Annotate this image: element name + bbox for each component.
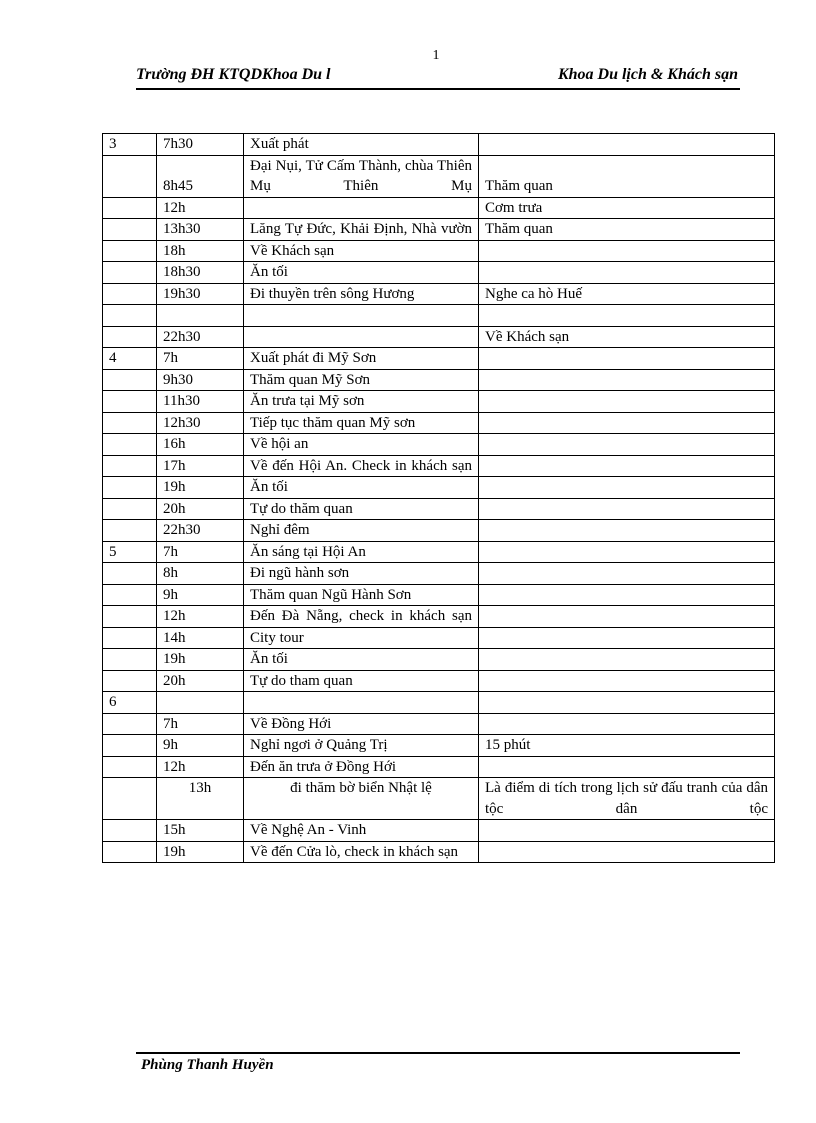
table-row bbox=[103, 649, 775, 671]
page-header bbox=[136, 66, 740, 90]
time-cell: 19h bbox=[157, 477, 244, 499]
table-row bbox=[103, 756, 775, 778]
table-row bbox=[103, 692, 775, 714]
note-cell: Thăm quan bbox=[479, 219, 775, 241]
day-cell: 4 bbox=[103, 348, 157, 370]
table-row bbox=[103, 326, 775, 348]
activity-cell: Đến ăn trưa ở Đồng Hới bbox=[244, 756, 479, 778]
table-row bbox=[103, 735, 775, 757]
note-cell bbox=[479, 477, 775, 499]
table-row bbox=[103, 219, 775, 241]
time-cell: 12h30 bbox=[157, 412, 244, 434]
table-row bbox=[103, 477, 775, 499]
activity-cell: Đi ngũ hành sơn bbox=[244, 563, 479, 585]
day-cell bbox=[103, 434, 157, 456]
table-row bbox=[103, 348, 775, 370]
day-cell bbox=[103, 197, 157, 219]
day-cell bbox=[103, 455, 157, 477]
activity-cell: Tiếp tục thăm quan Mỹ sơn bbox=[244, 412, 479, 434]
activity-cell: Về Khách sạn bbox=[244, 240, 479, 262]
table-row bbox=[103, 606, 775, 628]
note-cell bbox=[479, 455, 775, 477]
time-cell: 14h bbox=[157, 627, 244, 649]
day-cell bbox=[103, 477, 157, 499]
activity-cell: Về đến Cửa lò, check in khách sạn bbox=[244, 841, 479, 863]
table-row bbox=[103, 541, 775, 563]
page-number: 1 bbox=[432, 48, 440, 63]
header-left: Trường ĐH KTQDKhoa Du l bbox=[136, 66, 331, 83]
note-cell bbox=[479, 348, 775, 370]
time-cell bbox=[157, 305, 244, 327]
note-cell bbox=[479, 369, 775, 391]
table-row bbox=[103, 498, 775, 520]
activity-cell: Nghỉ đêm bbox=[244, 520, 479, 542]
time-cell: 12h bbox=[157, 197, 244, 219]
header-right: Khoa Du lịch & Khách sạn bbox=[557, 66, 738, 83]
note-cell: Nghe ca hò Huế bbox=[479, 283, 775, 305]
time-cell: 12h bbox=[157, 756, 244, 778]
note-cell: Về Khách sạn bbox=[479, 326, 775, 348]
note-cell bbox=[479, 627, 775, 649]
time-cell: 9h bbox=[157, 735, 244, 757]
activity-cell: Ăn tối bbox=[244, 649, 479, 671]
day-cell bbox=[103, 756, 157, 778]
time-cell: 13h bbox=[157, 778, 244, 820]
activity-cell: Về Nghệ An - Vinh bbox=[244, 820, 479, 842]
table-row bbox=[103, 584, 775, 606]
time-cell: 22h30 bbox=[157, 520, 244, 542]
day-cell bbox=[103, 713, 157, 735]
day-cell bbox=[103, 670, 157, 692]
table-row bbox=[103, 455, 775, 477]
activity-cell: Về Đồng Hới bbox=[244, 713, 479, 735]
table-row bbox=[103, 262, 775, 284]
note-cell: Là điểm di tích trong lịch sử đấu tranh của dân tộc dân tộc bbox=[479, 778, 775, 820]
day-cell bbox=[103, 778, 157, 820]
activity-cell: Tự do thăm quan bbox=[244, 498, 479, 520]
time-cell: 17h bbox=[157, 455, 244, 477]
table-row bbox=[103, 713, 775, 735]
time-cell: 22h30 bbox=[157, 326, 244, 348]
note-cell bbox=[479, 498, 775, 520]
activity-cell: Ăn sáng tại Hội An bbox=[244, 541, 479, 563]
table-row bbox=[103, 197, 775, 219]
time-cell: 7h bbox=[157, 541, 244, 563]
activity-cell: đi thăm bờ biển Nhật lệ bbox=[244, 778, 479, 820]
time-cell: 8h bbox=[157, 563, 244, 585]
table-row bbox=[103, 283, 775, 305]
note-cell bbox=[479, 563, 775, 585]
activity-cell: Nghỉ ngơi ở Quảng Trị bbox=[244, 735, 479, 757]
note-cell bbox=[479, 240, 775, 262]
note-cell bbox=[479, 756, 775, 778]
day-cell bbox=[103, 820, 157, 842]
day-cell bbox=[103, 391, 157, 413]
time-cell: 13h30 bbox=[157, 219, 244, 241]
note-cell bbox=[479, 134, 775, 156]
note-cell bbox=[479, 520, 775, 542]
time-cell: 18h bbox=[157, 240, 244, 262]
day-cell bbox=[103, 369, 157, 391]
table-row bbox=[103, 563, 775, 585]
note-cell: Thăm quan bbox=[479, 155, 775, 197]
activity-cell: Lăng Tự Đức, Khải Định, Nhà vườn bbox=[244, 219, 479, 241]
activity-cell: Về đến Hội An. Check in khách sạn bbox=[244, 455, 479, 477]
day-cell: 6 bbox=[103, 692, 157, 714]
table-row bbox=[103, 305, 775, 327]
footer-author: Phùng Thanh Huyền bbox=[141, 1057, 274, 1073]
note-cell bbox=[479, 649, 775, 671]
activity-cell bbox=[244, 692, 479, 714]
note-cell bbox=[479, 713, 775, 735]
table-row bbox=[103, 520, 775, 542]
table-row bbox=[103, 240, 775, 262]
note-cell bbox=[479, 692, 775, 714]
day-cell: 5 bbox=[103, 541, 157, 563]
activity-cell: Tự do tham quan bbox=[244, 670, 479, 692]
time-cell bbox=[157, 692, 244, 714]
table-row bbox=[103, 670, 775, 692]
time-cell: 8h45 bbox=[157, 155, 244, 197]
note-cell bbox=[479, 305, 775, 327]
note-cell: 15 phút bbox=[479, 735, 775, 757]
activity-cell: Xuất phát bbox=[244, 134, 479, 156]
time-cell: 7h bbox=[157, 713, 244, 735]
activity-cell: Thăm quan Mỹ Sơn bbox=[244, 369, 479, 391]
day-cell bbox=[103, 841, 157, 863]
time-cell: 9h30 bbox=[157, 369, 244, 391]
day-cell bbox=[103, 520, 157, 542]
table-row bbox=[103, 778, 775, 820]
day-cell bbox=[103, 735, 157, 757]
day-cell bbox=[103, 649, 157, 671]
note-cell bbox=[479, 841, 775, 863]
time-cell: 19h bbox=[157, 649, 244, 671]
activity-cell: Về hội an bbox=[244, 434, 479, 456]
day-cell bbox=[103, 326, 157, 348]
table-row bbox=[103, 841, 775, 863]
activity-cell: Đến Đà Nẵng, check in khách sạn bbox=[244, 606, 479, 628]
table-row bbox=[103, 627, 775, 649]
activity-cell bbox=[244, 305, 479, 327]
activity-cell: Ăn trưa tại Mỹ sơn bbox=[244, 391, 479, 413]
time-cell: 19h bbox=[157, 841, 244, 863]
day-cell bbox=[103, 412, 157, 434]
table-row bbox=[103, 820, 775, 842]
time-cell: 9h bbox=[157, 584, 244, 606]
day-cell bbox=[103, 627, 157, 649]
day-cell bbox=[103, 219, 157, 241]
day-cell bbox=[103, 563, 157, 585]
time-cell: 11h30 bbox=[157, 391, 244, 413]
day-cell: 3 bbox=[103, 134, 157, 156]
day-cell bbox=[103, 262, 157, 284]
day-cell bbox=[103, 283, 157, 305]
day-cell bbox=[103, 498, 157, 520]
time-cell: 7h bbox=[157, 348, 244, 370]
activity-cell: City tour bbox=[244, 627, 479, 649]
day-cell bbox=[103, 240, 157, 262]
footer-divider bbox=[136, 1052, 740, 1054]
activity-cell: Ăn tối bbox=[244, 262, 479, 284]
time-cell: 15h bbox=[157, 820, 244, 842]
note-cell bbox=[479, 434, 775, 456]
day-cell bbox=[103, 305, 157, 327]
itinerary-table bbox=[102, 133, 775, 863]
activity-cell: Ăn tối bbox=[244, 477, 479, 499]
table-row bbox=[103, 412, 775, 434]
table-row bbox=[103, 434, 775, 456]
time-cell: 20h bbox=[157, 670, 244, 692]
note-cell bbox=[479, 670, 775, 692]
table-row bbox=[103, 369, 775, 391]
time-cell: 7h30 bbox=[157, 134, 244, 156]
note-cell bbox=[479, 262, 775, 284]
activity-cell: Đi thuyền trên sông Hương bbox=[244, 283, 479, 305]
note-cell bbox=[479, 541, 775, 563]
activity-cell bbox=[244, 197, 479, 219]
time-cell: 18h30 bbox=[157, 262, 244, 284]
time-cell: 19h30 bbox=[157, 283, 244, 305]
time-cell: 16h bbox=[157, 434, 244, 456]
note-cell: Cơm trưa bbox=[479, 197, 775, 219]
day-cell bbox=[103, 584, 157, 606]
day-cell bbox=[103, 606, 157, 628]
table-row bbox=[103, 134, 775, 156]
time-cell: 12h bbox=[157, 606, 244, 628]
activity-cell: Đại Nụi, Tử Cấm Thành, chùa Thiên Mụ Thiên Mụ bbox=[244, 155, 479, 197]
day-cell bbox=[103, 155, 157, 197]
note-cell bbox=[479, 412, 775, 434]
activity-cell: Xuất phát đi Mỹ Sơn bbox=[244, 348, 479, 370]
note-cell bbox=[479, 584, 775, 606]
table-row bbox=[103, 155, 775, 197]
activity-cell: Thăm quan Ngũ Hành Sơn bbox=[244, 584, 479, 606]
note-cell bbox=[479, 606, 775, 628]
note-cell bbox=[479, 391, 775, 413]
activity-cell bbox=[244, 326, 479, 348]
note-cell bbox=[479, 820, 775, 842]
time-cell: 20h bbox=[157, 498, 244, 520]
table-row bbox=[103, 391, 775, 413]
